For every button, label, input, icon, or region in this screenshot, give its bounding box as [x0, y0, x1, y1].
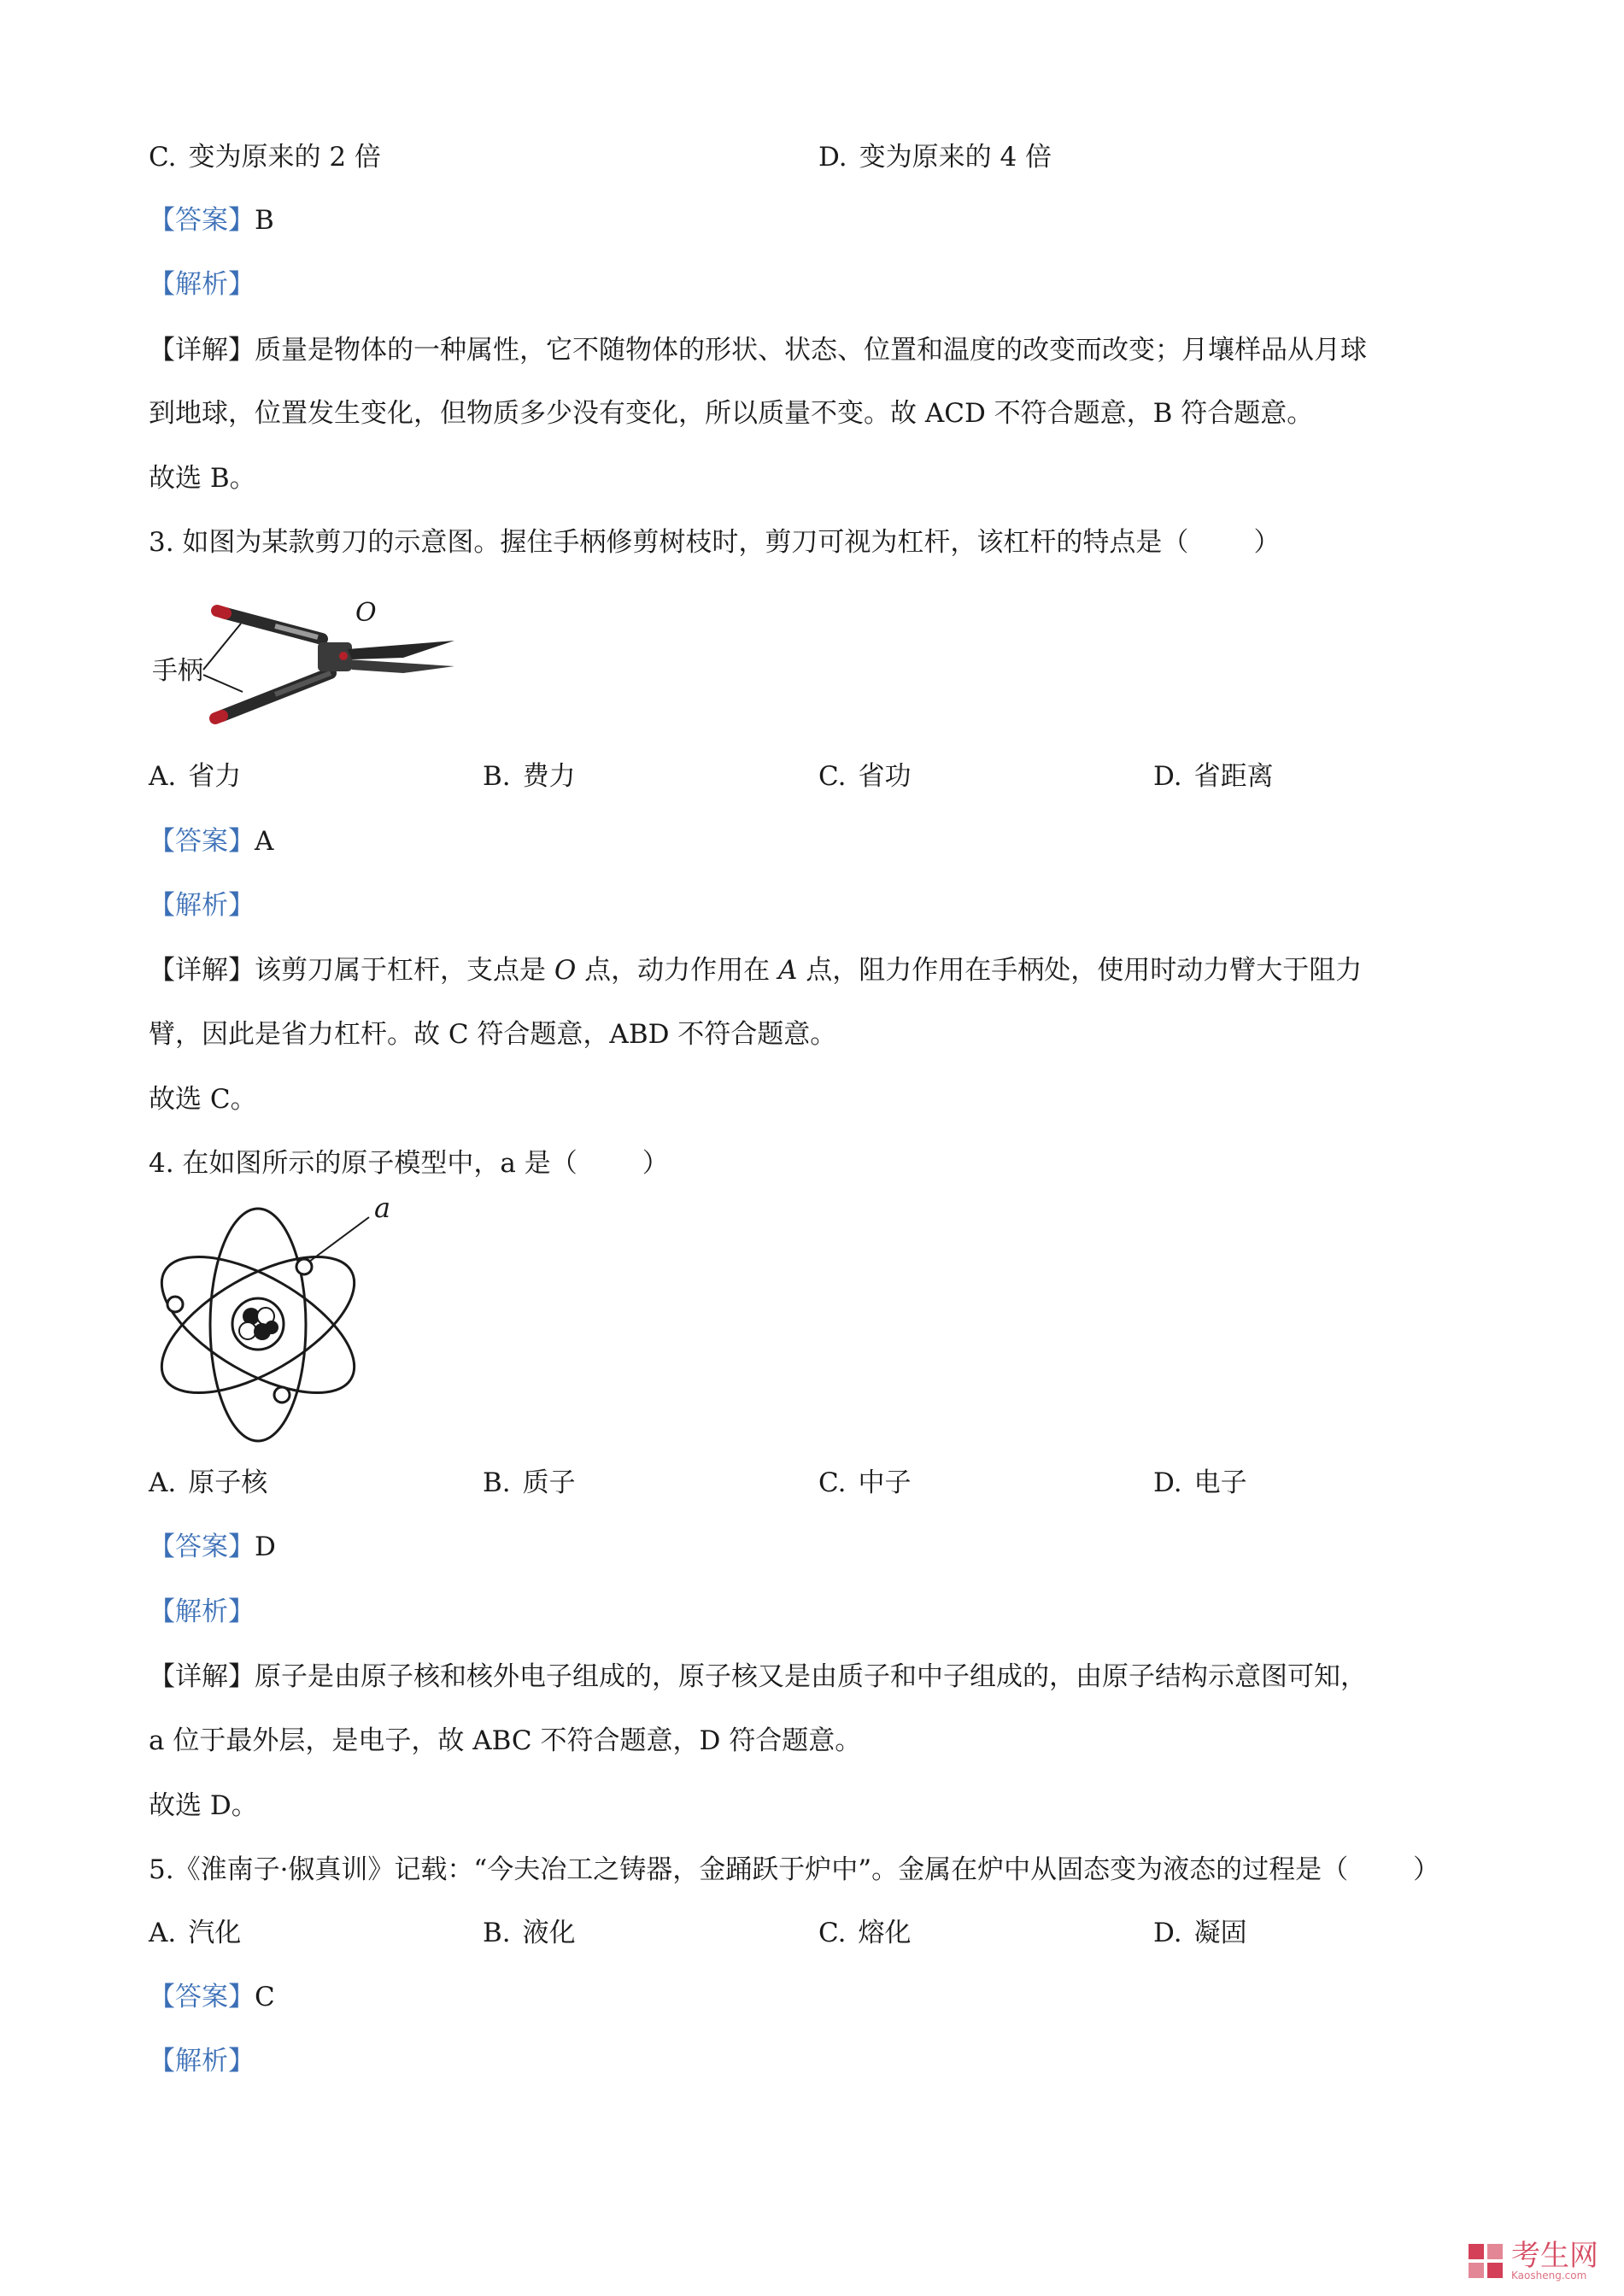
option-text: 变为原来的 4 倍 [859, 142, 1052, 173]
option-text: 省距离 [1193, 761, 1274, 792]
detail-tag: 【详解】 [149, 335, 255, 366]
option-text: 熔化 [858, 1918, 912, 1948]
stem-close: ） [1413, 1854, 1440, 1885]
option-label: C. [818, 761, 847, 792]
stem-text: 5.《淮南子·俶真训》记载：“今夫冶工之铸器，金踊跃于炉中”。金属在炉中从固态变为液态的过程是（ [149, 1854, 1349, 1885]
option-label: D. [1153, 1918, 1182, 1948]
watermark-logo [1467, 2241, 1598, 2281]
q4-analysis [149, 1595, 255, 1629]
answer-tag: 【答案】 [149, 1532, 255, 1562]
option-text: 中子 [858, 1467, 912, 1498]
q4-option-c [818, 1466, 911, 1500]
option-text: 原子核 [188, 1467, 268, 1498]
handle-label: 手柄 [152, 656, 203, 686]
option-label: C. [149, 142, 177, 173]
q4-conclusion: 故选 D。 [149, 1790, 258, 1821]
option-label: C. [818, 1467, 847, 1498]
q4-option-d [1153, 1466, 1247, 1500]
q2-option-d [818, 140, 1052, 174]
answer-value: D [255, 1532, 276, 1562]
answer-tag: 【答案】 [149, 826, 255, 857]
q4-option-a [149, 1466, 267, 1500]
detail-text: 质量是物体的一种属性，它不随物体的形状、状态、位置和温度的改变而改变；月壤样品从月球 [255, 335, 1367, 366]
option-label: A. [149, 1467, 177, 1498]
option-label: A. [149, 1918, 177, 1948]
q3-option-b [483, 759, 576, 794]
detail-text: 点，阻力作用在手柄处，使用时动力臂大于阻力 [797, 955, 1363, 986]
detail-tag: 【详解】 [149, 1661, 255, 1692]
scissors-figure [147, 598, 472, 735]
q2-detail-line-2: 到地球，位置发生变化，但物质多少没有变化，所以质量不变。故 ACD 不符合题意，B 符合题意。 [149, 398, 1314, 429]
q3-option-c [818, 759, 911, 794]
detail-text: 该剪刀属于杠杆，支点是 [255, 955, 554, 986]
option-text: 省功 [858, 761, 912, 792]
stem-text: 3. 如图为某款剪刀的示意图。握住手柄修剪树枝时，剪刀可视为杠杆，该杠杆的特点是（ [149, 527, 1189, 558]
stem-text: 4. 在如图所示的原子模型中，a 是（ [149, 1148, 577, 1179]
answer-value: B [255, 205, 274, 236]
analysis-tag: 【解析】 [149, 2046, 255, 2076]
q4-option-b [483, 1466, 576, 1500]
detail-tag: 【详解】 [149, 955, 255, 986]
q5-stem [149, 1853, 1439, 1887]
option-text: 省力 [188, 761, 242, 792]
option-text: 变为原来的 2 倍 [188, 142, 381, 173]
option-label: D. [818, 142, 847, 173]
option-label: C. [818, 1918, 847, 1948]
q2-analysis [149, 267, 255, 302]
option-label: D. [1153, 761, 1182, 792]
q3-answer [149, 824, 273, 858]
stem-close: ） [1253, 527, 1281, 558]
q4-stem [149, 1146, 669, 1180]
analysis-tag: 【解析】 [149, 269, 255, 300]
q3-option-a [149, 759, 241, 794]
q3-analysis [149, 888, 255, 922]
q2-conclusion: 故选 B。 [149, 463, 256, 494]
analysis-tag: 【解析】 [149, 890, 255, 921]
stem-close: ） [642, 1148, 669, 1179]
q4-answer [149, 1530, 276, 1564]
watermark-text: 考生网 [1511, 2239, 1598, 2273]
option-label: D. [1153, 1467, 1182, 1498]
q5-option-d [1153, 1916, 1247, 1950]
detail-text: 原子是由原子核和核外电子组成的，原子核又是由质子和中子组成的，由原子结构示意图可知， [255, 1661, 1367, 1692]
point-a-symbol: A [778, 955, 798, 986]
option-text: 汽化 [188, 1918, 242, 1948]
option-label: B. [483, 1467, 511, 1498]
detail-text: 点，动力作用在 [576, 955, 778, 986]
pivot-symbol: O [554, 955, 577, 986]
q2-answer [149, 203, 274, 237]
q3-detail-line-1 [149, 953, 1362, 987]
answer-value: A [255, 826, 274, 857]
option-text: 费力 [522, 761, 576, 792]
q3-detail-line-2: 臂，因此是省力杠杆。故 C 符合题意，ABD 不符合题意。 [149, 1019, 837, 1050]
answer-tag: 【答案】 [149, 1982, 255, 2012]
q5-option-a [149, 1916, 241, 1950]
atom-model-illustration [145, 1192, 402, 1448]
option-text: 凝固 [1193, 1918, 1247, 1948]
q3-option-d [1153, 759, 1274, 794]
atom-model-figure [145, 1192, 402, 1448]
option-label: B. [483, 761, 511, 792]
q4-detail-line-2: a 位于最外层，是电子，故 ABC 不符合题意，D 符合题意。 [149, 1725, 862, 1756]
watermark-icon [1467, 2242, 1504, 2280]
q5-answer [149, 1980, 275, 2014]
answer-tag: 【答案】 [149, 205, 255, 236]
pivot-label: O [355, 598, 377, 628]
option-label: A. [149, 761, 177, 792]
q2-option-c [149, 140, 381, 174]
q2-detail-line-1 [149, 333, 1367, 367]
q3-stem [149, 525, 1280, 559]
option-text: 电子 [1193, 1467, 1247, 1498]
q3-conclusion: 故选 C。 [149, 1084, 257, 1115]
analysis-tag: 【解析】 [149, 1596, 255, 1627]
option-label: B. [483, 1918, 511, 1948]
option-text: 质子 [522, 1467, 576, 1498]
electron-label: a [374, 1192, 391, 1224]
option-text: 液化 [522, 1918, 576, 1948]
watermark-subtext: Kaosheng.com [1511, 2270, 1587, 2281]
q5-analysis [149, 2044, 255, 2078]
q4-detail-line-1 [149, 1660, 1367, 1694]
q5-option-c [818, 1916, 911, 1950]
q5-option-b [483, 1916, 576, 1950]
answer-value: C [255, 1982, 275, 2012]
